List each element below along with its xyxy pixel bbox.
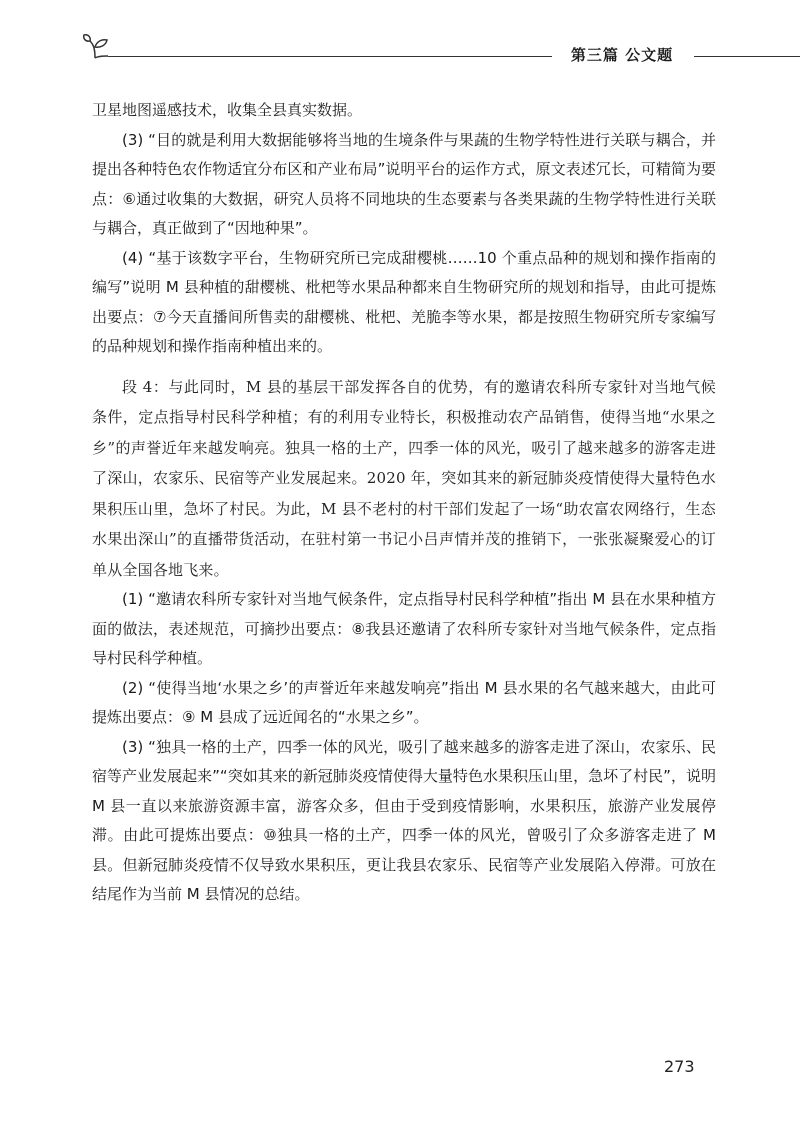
sprout-icon	[82, 34, 110, 60]
header-rule-left	[108, 56, 582, 57]
source-paragraph-4: 段 4：与此同时，M 县的基层干部发挥各自的优势，有的邀请农科所专家针对当地气候条件，定点指导村民科学种植；有的利用专业特长，积极推动农产品销售，使得当地“水果之乡”的声誉近年来越发响亮。独具一格的土产，四季一体的风光，吸引了越来越多的游客走进了深山，农家乐、民宿等产业发展起来。2020 年，突如其来的新冠肺炎疫情使得大量特色水果积压山里，急坏了村民。为此，M 县不老村的村干部们发起了一场“助农富农网络行，生态水果出深山”的直播带货活动，在驻村第一书记小吕声情并茂的推销下，一张张凝聚爱心的订单从全国各地飞来。	[92, 377, 716, 579]
chapter-title: 第三篇 公文题	[552, 44, 692, 65]
header-rule-right	[694, 56, 800, 57]
paragraph-continuation: 卫星地图遥感技术，收集全县真实数据。	[92, 101, 363, 119]
page-header	[82, 34, 800, 74]
analysis-point-4: (4) “基于该数字平台，生物研究所已完成甜樱桃……10 个重点品种的规划和操作指南的编写”说明 M 县种植的甜樱桃、枇杷等水果品种都来自生物研究所的规划和指导，由此可提炼出要点：⑦今天直播间所售卖的甜樱桃、枇杷、羌脆李等水果，都是按照生物研究所专家编写的品种规划和操作指南种植出来的。	[92, 248, 716, 355]
analysis-point-3b: (3) “独具一格的土产，四季一体的风光，吸引了越来越多的游客走进了深山，农家乐、民宿等产业发展起来”“突如其来的新冠肺炎疫情使得大量特色水果积压山里，急坏了村民”，说明 M 县一直以来旅游资源丰富，游客众多，但由于受到疫情影响，水果积压，旅游产业发展停滞。由此可提炼出要点：⑩独具一格的土产，四季一体的风光，曾吸引了众多游客走进了 M 县。但新冠肺炎疫情不仅导致水果积压，更让我县农家乐、民宿等产业发展陷入停滞。可放在结尾作为当前 M 县情况的总结。	[92, 737, 716, 903]
analysis-point-1: (1) “邀请农科所专家针对当地气候条件，定点指导村民科学种植”指出 M 县在水果种植方面的做法，表述规范，可摘抄出要点：⑧我县还邀请了农科所专家针对当地气候条件，定点指导村民科学种植。	[92, 590, 716, 667]
analysis-point-2: (2) “使得当地‘水果之乡’的声誉近年来越发响亮”指出 M 县水果的名气越来越大，由此可提炼出要点：⑨ M 县成了远近闻名的“水果之乡”。	[92, 678, 716, 726]
analysis-point-3: (3) “目的就是利用大数据能够将当地的生境条件与果蔬的生物学特性进行关联与耦合，并提出各种特色农作物适宜分布区和产业布局”说明平台的运作方式，原文表述冗长，可精简为要点：⑥通过收集的大数据，研究人员将不同地块的生态要素与各类果蔬的生物学特性进行关联与耦合，真正做到了“因地种果”。	[92, 130, 716, 237]
page-number: 273	[664, 1057, 695, 1076]
body-text	[92, 96, 716, 910]
